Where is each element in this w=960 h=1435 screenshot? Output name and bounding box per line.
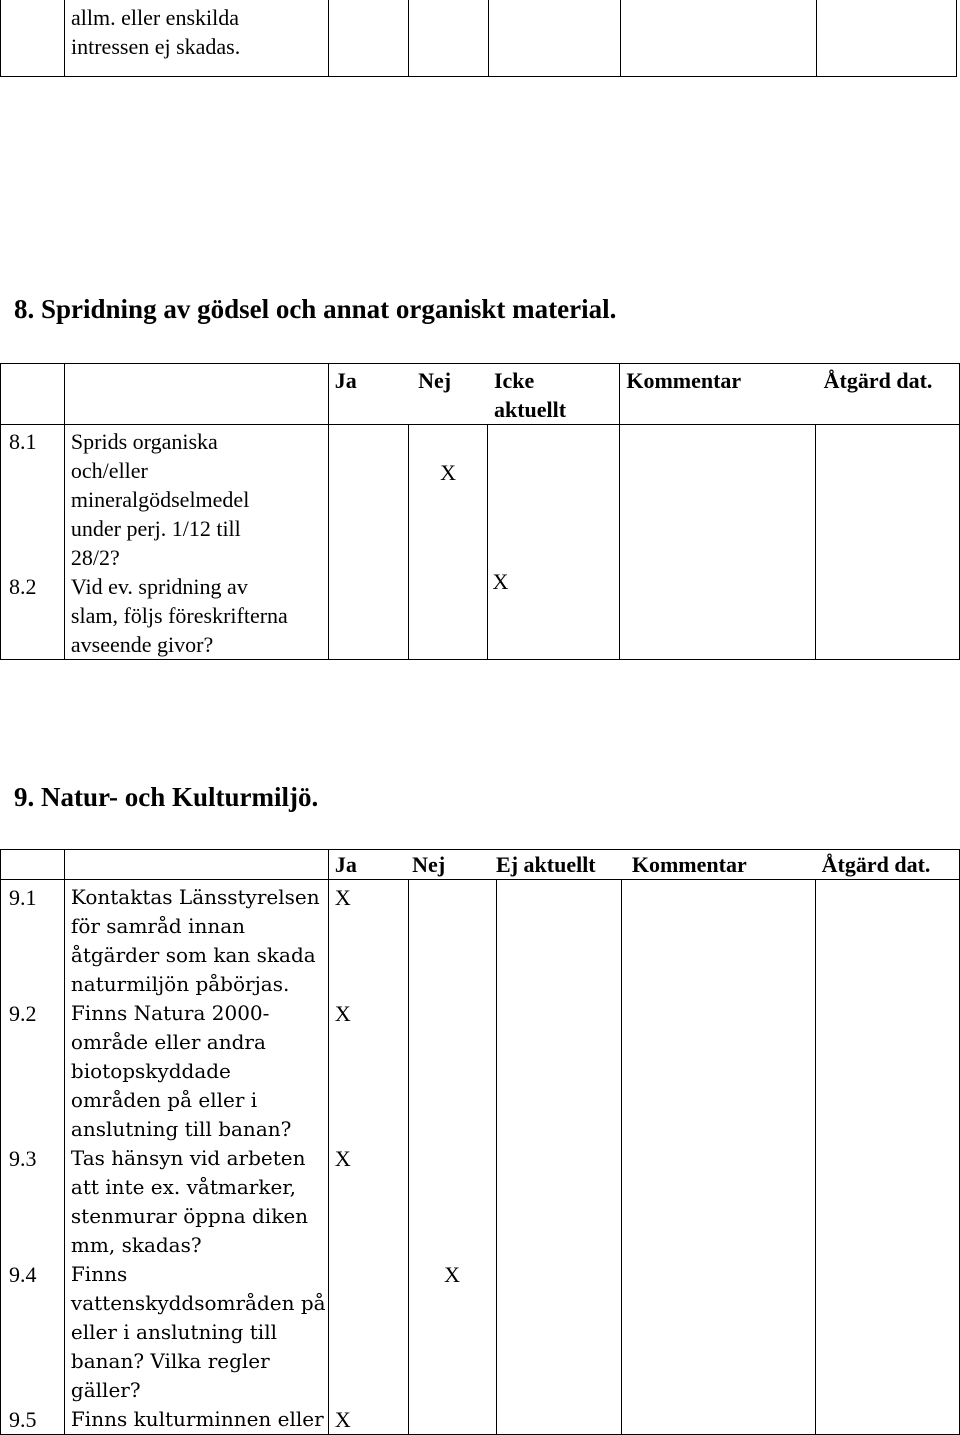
question-line: anslutning till banan? — [70, 1117, 292, 1141]
row-number-9-2: 9.2 — [9, 1001, 37, 1026]
question-line: åtgärder som kan skada — [70, 943, 316, 967]
header-number-cell — [1, 850, 65, 880]
header-ja: Ja — [328, 850, 408, 880]
header-number-cell — [1, 364, 65, 425]
question-line: Finns Natura 2000- — [70, 1001, 270, 1025]
header-question-cell — [64, 850, 328, 880]
header-kommentar: Kommentar — [622, 850, 816, 880]
question-line: gäller? — [70, 1378, 141, 1402]
section-8-title: 8. Spridning av gödsel och annat organiskt material. — [14, 294, 617, 324]
ej-aktuellt-cell[interactable] — [496, 880, 622, 1435]
row-number-9-3: 9.3 — [9, 1146, 37, 1171]
section-8-table — [0, 363, 960, 660]
header-nej: Nej — [408, 364, 488, 425]
question-line: områden på eller i — [70, 1088, 258, 1112]
section-9-table — [0, 849, 960, 1435]
question-line: biotopskyddade — [70, 1059, 231, 1083]
question-line: och/eller — [70, 458, 148, 483]
row-number-9-1: 9.1 — [9, 885, 37, 910]
question-line: område eller andra — [70, 1030, 266, 1054]
fragment-icke-cell[interactable] — [489, 0, 621, 77]
question-line: banan? Vilka regler — [70, 1349, 270, 1373]
question-line: naturmiljön påbörjas. — [70, 972, 290, 996]
question-line: 28/2? — [70, 545, 120, 570]
header-icke-aktuellt — [488, 364, 620, 425]
question-line: avseende givor? — [70, 632, 214, 657]
question-line: Finns — [70, 1262, 128, 1286]
header-ej-aktuellt: Ej aktuellt — [496, 850, 622, 880]
icke-cell[interactable] — [488, 425, 620, 660]
row-number-cell — [1, 425, 65, 660]
header-kommentar: Kommentar — [620, 364, 816, 425]
mark-8-2-icke: X — [492, 569, 509, 594]
row-number-8-2: 8.2 — [9, 574, 37, 599]
atgard-cell[interactable] — [816, 880, 960, 1435]
question-line: vattenskyddsområden på — [70, 1291, 326, 1315]
question-line: Kontaktas Länsstyrelsen — [70, 885, 320, 909]
question-line: Vid ev. spridning av — [70, 574, 248, 599]
question-line: mineralgödselmedel — [70, 487, 250, 512]
fragment-ja-cell[interactable] — [329, 0, 409, 77]
ja-cell[interactable] — [328, 880, 408, 1435]
kommentar-cell[interactable] — [620, 425, 816, 660]
continuation-table — [0, 0, 957, 77]
mark-9-4-nej: X — [444, 1262, 461, 1287]
question-line: Sprids organiska — [70, 429, 218, 454]
question-line: slam, följs föreskrifterna — [70, 603, 288, 628]
fragment-nej-cell[interactable] — [409, 0, 489, 77]
mark-9-1-ja: X — [334, 885, 351, 910]
fragment-question-cell — [65, 0, 329, 77]
ja-cell[interactable] — [328, 425, 408, 660]
header-nej: Nej — [408, 850, 496, 880]
nej-cell[interactable] — [408, 425, 488, 660]
mark-9-5-ja: X — [334, 1407, 351, 1432]
question-line: Tas hänsyn vid arbeten — [70, 1146, 306, 1170]
fragment-atgard-cell[interactable] — [817, 0, 957, 77]
question-line: eller i anslutning till — [70, 1320, 277, 1344]
mark-8-1-nej: X — [440, 460, 456, 485]
header-aktuellt: aktuellt — [493, 397, 567, 422]
row-number-cell — [1, 880, 65, 1435]
fragment-number-cell — [1, 0, 65, 77]
row-number-9-4: 9.4 — [9, 1262, 37, 1287]
fragment-line: allm. eller enskilda — [71, 5, 239, 30]
mark-9-3-ja: X — [334, 1146, 351, 1171]
header-atgard: Åtgärd dat. — [816, 850, 960, 880]
kommentar-cell[interactable] — [622, 880, 816, 1435]
mark-9-2-ja: X — [334, 1001, 351, 1026]
header-atgard: Åtgärd dat. — [816, 364, 960, 425]
row-question-cell — [64, 425, 328, 660]
row-number-8-1: 8.1 — [9, 429, 37, 454]
header-question-cell — [64, 364, 328, 425]
fragment-kommentar-cell[interactable] — [621, 0, 817, 77]
section-9-title: 9. Natur- och Kulturmiljö. — [14, 782, 319, 812]
question-line: stenmurar öppna diken — [70, 1204, 309, 1228]
nej-cell[interactable] — [408, 880, 496, 1435]
question-line: mm, skadas? — [70, 1233, 202, 1257]
atgard-cell[interactable] — [816, 425, 960, 660]
header-ja: Ja — [328, 364, 408, 425]
row-number-9-5: 9.5 — [9, 1407, 37, 1432]
header-icke: Icke — [493, 368, 535, 393]
question-line: att inte ex. våtmarker, — [70, 1175, 296, 1199]
fragment-line: intressen ej skadas. — [71, 34, 241, 59]
question-line: för samråd innan — [70, 914, 246, 938]
question-line: Finns kulturminnen eller — [70, 1407, 324, 1431]
row-question-cell — [64, 880, 328, 1435]
question-line: under perj. 1/12 till — [70, 516, 241, 541]
